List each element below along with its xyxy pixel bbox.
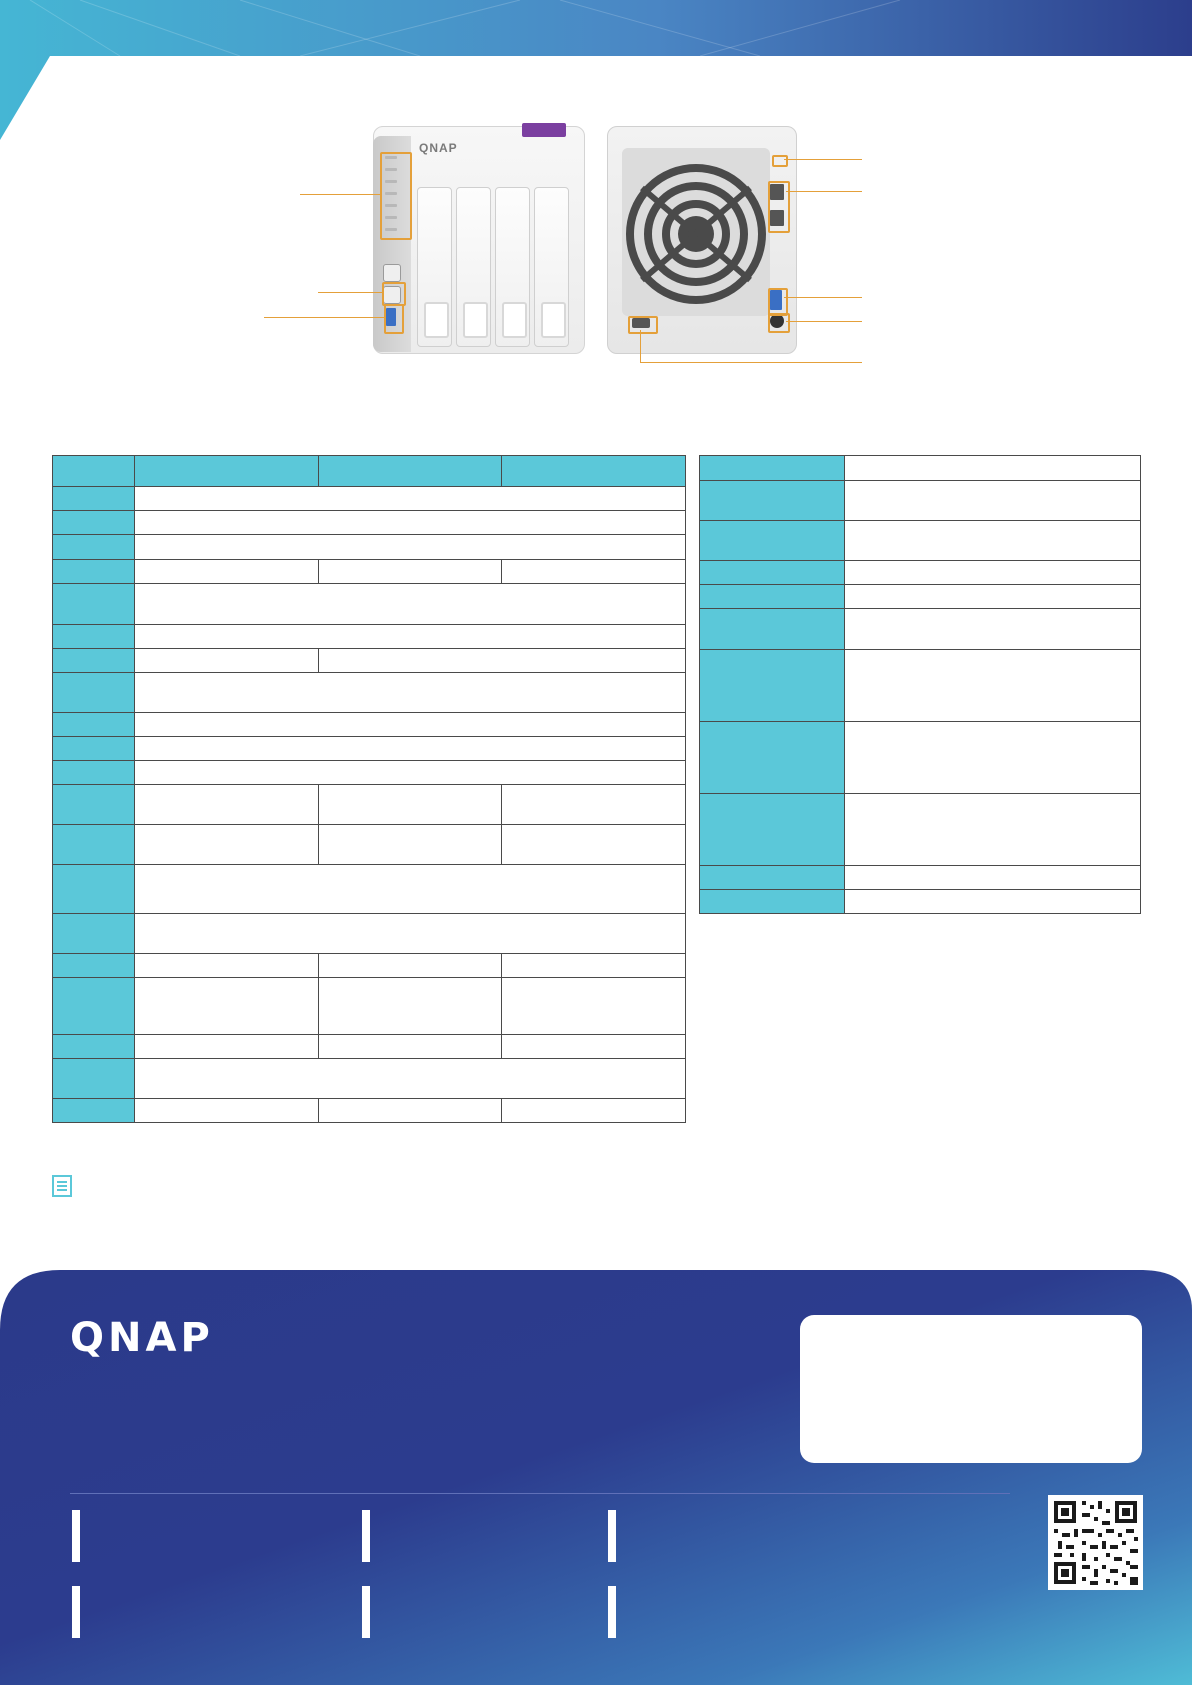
callout-box-lan — [768, 181, 790, 233]
table-row — [53, 535, 686, 560]
callout-line-usb-rear — [784, 297, 862, 298]
table-row — [700, 650, 1141, 722]
distributor-contact-card — [800, 1315, 1142, 1463]
rear-fan-icon — [622, 148, 770, 316]
table-row — [53, 487, 686, 511]
table-header-row — [53, 456, 686, 487]
qnap-logo: QNAP — [70, 1315, 214, 1361]
footer-office-marker — [608, 1510, 616, 1562]
table-row — [53, 785, 686, 825]
device-brand-label: QNAP — [419, 141, 458, 155]
top-banner — [0, 0, 1192, 140]
footer-office-marker — [362, 1510, 370, 1562]
callout-line-kensington-h — [640, 362, 862, 363]
callout-line-reset — [784, 159, 862, 160]
table-row — [53, 584, 686, 625]
table-row — [700, 890, 1141, 914]
callout-box-usb-rear — [768, 288, 788, 316]
qr-code-icon[interactable] — [1048, 1495, 1143, 1590]
callout-line-power — [786, 321, 862, 322]
table-row — [700, 585, 1141, 609]
table-row — [700, 481, 1141, 521]
table-row — [53, 713, 686, 737]
device-purple-tag — [522, 123, 566, 137]
drive-bay-3 — [495, 187, 530, 347]
table-row — [700, 521, 1141, 561]
table-row — [700, 794, 1141, 866]
callout-line-copy — [318, 292, 382, 293]
callout-box-power — [768, 313, 790, 333]
callout-box-usb-front — [384, 304, 404, 334]
table-row — [53, 649, 686, 673]
table-row — [53, 1059, 686, 1099]
table-row — [53, 1099, 686, 1123]
callout-line-lan — [786, 191, 862, 192]
drive-bay-1 — [417, 187, 452, 347]
table-row — [53, 978, 686, 1035]
callout-box-reset — [772, 155, 788, 167]
table-row — [53, 954, 686, 978]
callout-box-kensington — [628, 316, 658, 334]
table-row — [53, 560, 686, 584]
callout-line-kensington-v — [640, 330, 641, 362]
table-row — [53, 825, 686, 865]
footer-office-marker — [362, 1586, 370, 1638]
table-row — [53, 625, 686, 649]
drive-bay-2 — [456, 187, 491, 347]
drive-bay-4 — [534, 187, 569, 347]
table-row — [53, 511, 686, 535]
document-note-icon — [52, 1175, 72, 1197]
callout-box-copy — [382, 282, 406, 306]
table-row — [53, 865, 686, 914]
callout-line-leds — [300, 194, 380, 195]
table-row — [700, 866, 1141, 890]
table-row — [53, 673, 686, 713]
table-row — [700, 722, 1141, 794]
footer-divider — [70, 1493, 1010, 1494]
table-row — [53, 737, 686, 761]
table-row — [53, 761, 686, 785]
table-row — [700, 609, 1141, 650]
callout-line-usb-front — [264, 317, 384, 318]
footer-office-marker — [608, 1586, 616, 1638]
table-row — [700, 561, 1141, 585]
footer-office-marker — [72, 1510, 80, 1562]
table-row — [53, 914, 686, 954]
table-row — [53, 1035, 686, 1059]
table-row — [700, 456, 1141, 481]
spec-table-side — [699, 455, 1141, 914]
power-button-icon — [383, 264, 401, 282]
spec-table-main — [52, 455, 686, 1123]
footer-office-marker — [72, 1586, 80, 1638]
callout-box-leds — [380, 152, 412, 240]
